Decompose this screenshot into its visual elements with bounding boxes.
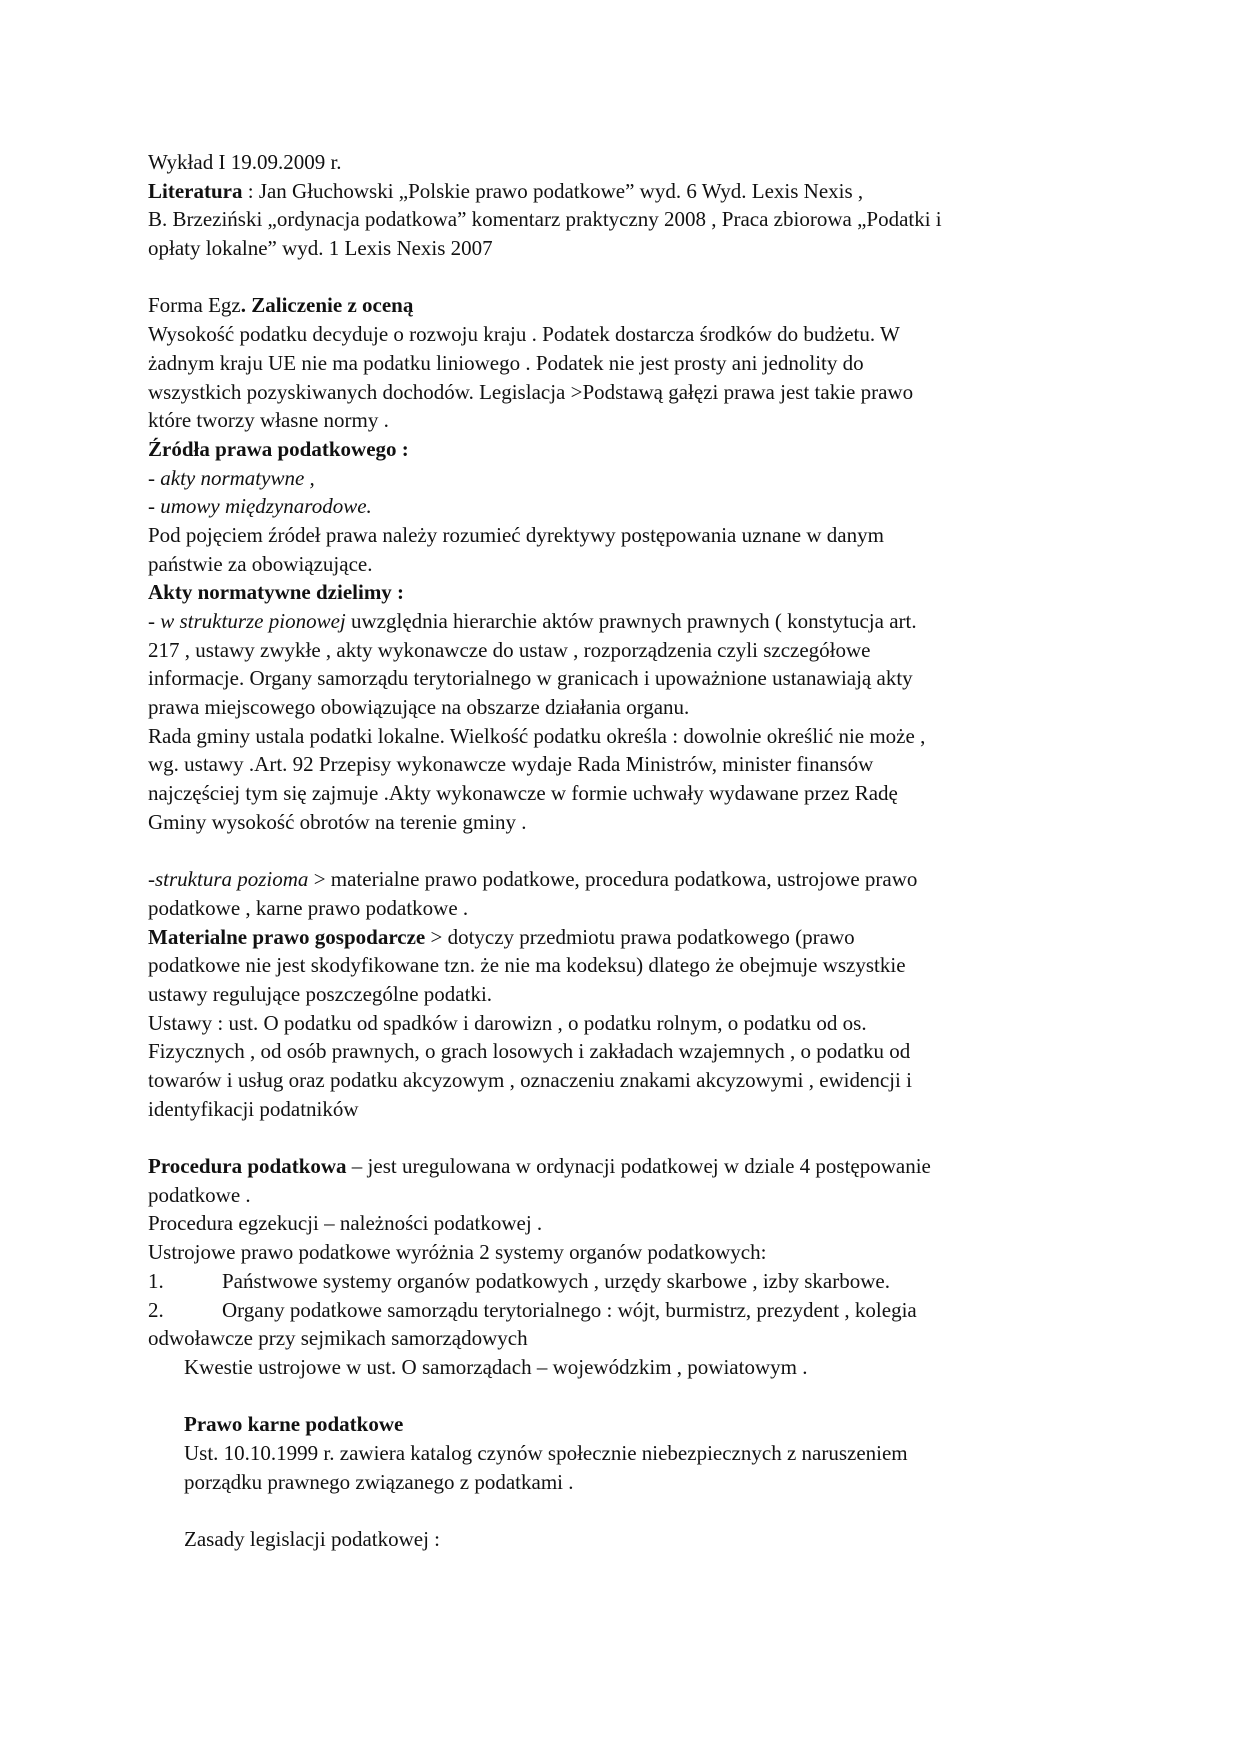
lecture-header: Wykład I 19.09.2009 r. [148, 150, 342, 174]
blank-line [148, 1123, 1108, 1152]
exam-form-value: . Zaliczenie z oceną [240, 293, 414, 318]
paragraph-line: Materialne prawo gospodarcze > dotyczy przedmiotu prawa podatkowego (prawo [148, 924, 855, 949]
paragraph-line: Ustrojowe prawo podatkowe wyróżnia 2 systemy organów podatkowych: [148, 1240, 767, 1265]
indented-line: porządku prawnego związanego z podatkami . [184, 1469, 574, 1494]
paragraph-line: Wysokość podatku decyduje o rozwoju kraju . Podatek dostarcza środków do budżetu. W [148, 322, 900, 347]
section-heading-sources: Źródła prawa podatkowego : [148, 436, 409, 461]
indented-line: Ust. 10.10.1999 r. zawiera katalog czynów społecznie niebezpiecznych z naruszeniem [184, 1440, 908, 1465]
procedure-term: Procedura podatkowa [148, 1154, 347, 1179]
literature-label: Literatura [148, 178, 243, 203]
paragraph-line: wg. ustawy .Art. 92 Przepisy wykonawcze wydaje Rada Ministrów, minister finansów [148, 752, 874, 777]
numbered-item: 2. Organy podatkowe samorządu terytorialnego : wójt, burmistrz, prezydent , kolegia [148, 1296, 1108, 1325]
paragraph-line: Fizycznych , od osób prawnych, o grach losowych i zakładach wzajemnych , o podatku od [148, 1039, 911, 1064]
paragraph-line: podatkowe , karne prawo podatkowe . [148, 895, 469, 920]
paragraph-line: które tworzy własne normy . [148, 408, 389, 433]
material-law-term: Materialne prawo gospodarcze [148, 924, 426, 949]
indented-line: Kwestie ustrojowe w ust. O samorządach – wojewódzkim , powiatowym . [184, 1354, 808, 1379]
indented-line: Zasady legislacji podatkowej : [184, 1527, 441, 1551]
paragraph-line: najczęściej tym się zajmuje .Akty wykonawcze w formie uchwały wydawane przez Radę [148, 781, 898, 806]
blank-line [148, 1382, 1108, 1411]
paragraph-line: 217 , ustawy zwykłe , akty wykonawcze do ustaw , rozporządzenia czyli szczegółowe [148, 637, 871, 662]
horizontal-structure-term: -struktura pozioma [148, 867, 309, 892]
document-page [148, 148, 1108, 1554]
blank-line [148, 263, 1108, 292]
paragraph-line: Gminy wysokość obrotów na terenie gminy . [148, 809, 527, 834]
paragraph-line: ustawy regulujące poszczególne podatki. [148, 981, 493, 1006]
paragraph-line: odwoławcze przy sejmikach samorządowych [148, 1326, 528, 1351]
paragraph-line: Pod pojęciem źródeł prawa należy rozumieć dyrektywy postępowania uznane w danym [148, 522, 884, 547]
exam-form-line: Forma Egz. Zaliczenie z oceną [148, 293, 414, 318]
paragraph-line: Procedura podatkowa – jest uregulowana w ordynacji podatkowej w dziale 4 postępowanie [148, 1154, 931, 1179]
literature-line-1: Literatura : Jan Głuchowski „Polskie prawo podatkowe” wyd. 6 Wyd. Lexis Nexis , [148, 178, 864, 203]
paragraph-line: Procedura egzekucji – należności podatkowej . [148, 1211, 543, 1236]
item-number: 2. [148, 1297, 164, 1322]
list-item: - akty normatywne , [148, 465, 315, 490]
paragraph-line: prawa miejscowego obowiązujące na obszarze działania organu. [148, 695, 690, 720]
paragraph-line: wszystkich pozyskiwanych dochodów. Legislacja >Podstawą gałęzi prawa jest takie prawo [148, 379, 914, 404]
paragraph-line: towarów i usług oraz podatku akcyzowym , oznaczeniu znakami akcyzowymi , ewidencji i [148, 1068, 912, 1092]
paragraph-line: -struktura pozioma > materialne prawo podatkowe, procedura podatkowa, ustrojowe prawo [148, 867, 918, 892]
literature-line-2: B. Brzeziński „ordynacja podatkowa” komentarz praktyczny 2008 , Praca zbiorowa „Podatki i [148, 207, 942, 232]
paragraph-line: Ustawy : ust. O podatku od spadków i darowizn , o podatku rolnym, o podatku od os. [148, 1010, 867, 1035]
paragraph-line: Rada gminy ustala podatki lokalne. Wielkość podatku określa : dowolnie określić nie może , [148, 723, 926, 748]
blank-line [148, 837, 1108, 866]
paragraph-line: identyfikacji podatników [148, 1096, 359, 1121]
paragraph-line: podatkowe nie jest skodyfikowane tzn. że nie ma kodeksu) dlatego że obejmuje wszystkie [148, 953, 906, 978]
paragraph-line: podatkowe . [148, 1182, 251, 1207]
list-item: - umowy międzynarodowe. [148, 494, 372, 519]
paragraph-line: informacje. Organy samorządu terytorialnego w granicach i upoważnione ustanawiają akty [148, 666, 913, 691]
blank-line [148, 1496, 1108, 1525]
paragraph-line: państwie za obowiązujące. [148, 551, 373, 576]
section-heading-penal: Prawo karne podatkowe [184, 1412, 404, 1437]
paragraph-line: żadnym kraju UE nie ma podatku liniowego . Podatek nie jest prosty ani jednolity do [148, 350, 864, 375]
numbered-item: 1. Państwowe systemy organów podatkowych , urzędy skarbowe , izby skarbowe. [148, 1267, 1108, 1296]
section-heading-acts: Akty normatywne dzielimy : [148, 580, 405, 605]
paragraph-line: - w strukturze pionowej uwzględnia hierarchie aktów prawnych prawnych ( konstytucja art. [148, 609, 917, 633]
literature-line-3: opłaty lokalne” wyd. 1 Lexis Nexis 2007 [148, 236, 493, 261]
vertical-structure-term: - w strukturze pionowej [148, 609, 346, 633]
item-number: 1. [148, 1268, 164, 1293]
